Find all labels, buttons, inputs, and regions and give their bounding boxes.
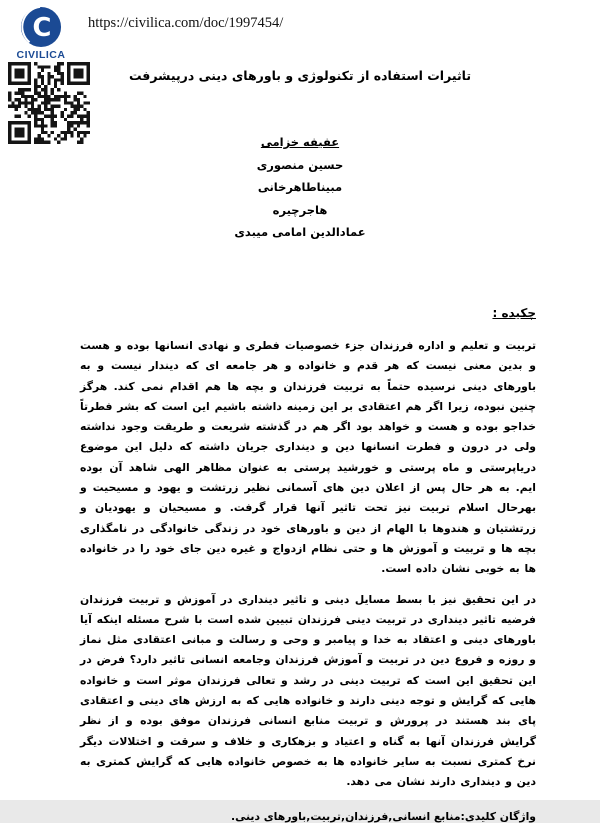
author-name: مبیناطاهرخانی	[257, 180, 343, 194]
svg-text:C: C	[32, 13, 52, 44]
abstract-section	[80, 302, 536, 823]
paper-title: تاثیرات استفاده از تکنولوژی و باورهای دینی درپیشرفت	[128, 68, 472, 83]
abstract-paragraph-1: تربیت و تعلیم و اداره فرزندان جزء خصوصیات فطری و نهادی انسانها بوده و هست و بدین معنی نیست که هر قدم و خانواده و هر جامعه ای که دیندار نیست و به باورهای دینی نرسیده حتماً به تربیت فرزندان و بچه ها هم اقدام نمی کند. هرگز چنین نبوده، زیرا اگر هم اعتقادی بر این زمینه داشته باشیم این است که بشر فطرتاً خداجو بوده و هست و خواهد بود اگر هم در گذشته شریعت و طریقت وجود نداشته ولی در درون و فطرت انسانها دین و دینداری جریان داشته که دلیل این موضوع دریاپرستی و ماه پرستی و خورشید پرستی به عنوان مظاهر الهی شاهد آن بوده ایم. به هر حال پس از اعلان دین های آسمانی نظیر زرتشت و یهود و مسیحیت و بهرحال اسلام تربیت نیز تحت تاثیر آنها قرار گرفت. و مسیحیان و یهودیان و زرتشتیان و هندوها با الهام از دین و باورهای خود در زندگی خانوادگی در نامگذاری بچه ها و تربیت و آموزش ها و حتی نظام ازدواج و غیره دین جای خود را در خانواده ها به خوبی نشان داده است.	[80, 339, 536, 576]
author-name: هاجرچیره	[272, 202, 328, 217]
civilica-c-icon	[20, 6, 62, 48]
logo-wordmark: CIVILICA	[16, 49, 66, 61]
civilica-logo	[10, 6, 72, 61]
authors-list	[0, 131, 600, 244]
abstract-paragraph-2: در این تحقیق نیز با بسط مسایل دینی و تاثیر دینداری در آموزش و تربیت فرزندان فرضیه تاثیر دینداری در تربیت دینی فرزندان تبیین شده است با شرح مسئله اینکه آیا باورهای دینی و اعتقاد به خدا و پیامبر و وحی و رسالت و مبانی اعتقادی مثل نماز و روزه و فروع دین در تربیت و آموزش فرزندان وجامعه انسانی تاثیر دارد؟ فرض در این تحقیق این است که تربیت دینی در رشد و تعالی فرزندان موثر است و خانواده هایی که گرایش و توجه دینی دارند و خانواده هایی که به ارزش های دینی و اعتقادی پای بند هستند در پرورش و تربیت منابع انسانی فرزندان موفق بوده و از نظر گرایش فرزندان آنها به گناه و اعتیاد و بزهکاری و خلاف و سرقت و اختلالات دیگر نرخ کمتری نسبت به سایر خانواده ها به خصوص خانواده هایی که گرایش کمتری به دین و دینداری دارند نشان می دهد.	[80, 592, 536, 789]
author-name: عمادالدین امامی میبدی	[234, 225, 366, 239]
abstract-heading: چکیده :	[492, 306, 536, 320]
keywords-line: واژگان کلیدی:منابع انسانی,فرزندان,تربیت,باورهای دینی.	[230, 809, 536, 823]
author-name[interactable]: عفیفه خزامی	[260, 135, 340, 149]
document-url-link[interactable]: https://civilica.com/doc/1997454/	[88, 15, 284, 31]
author-name: حسین منصوری	[256, 157, 344, 172]
